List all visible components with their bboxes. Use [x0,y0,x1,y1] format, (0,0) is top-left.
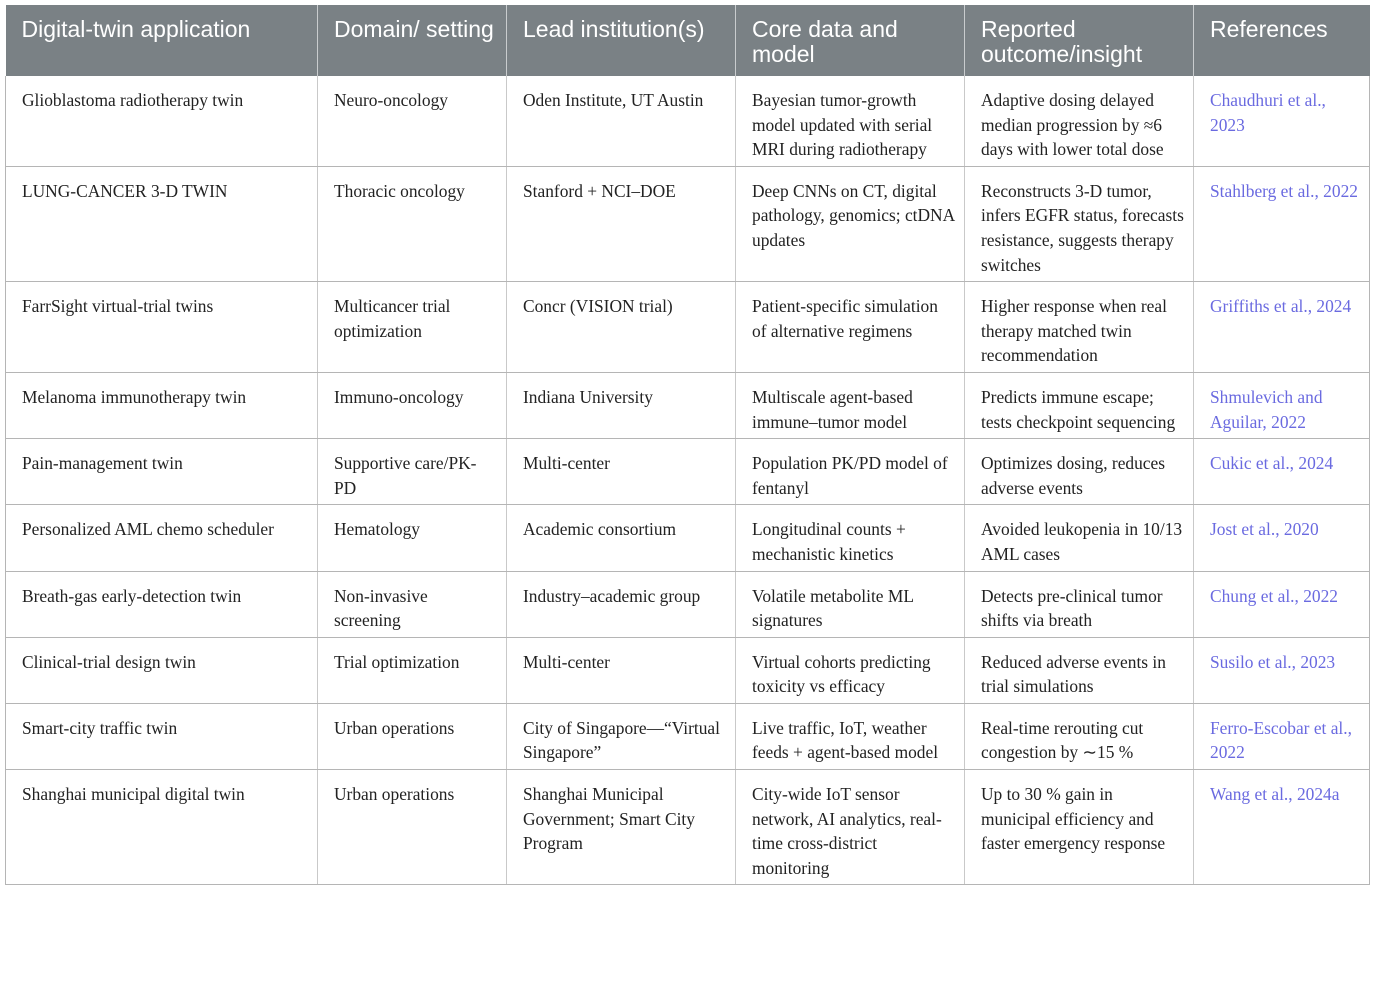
cell-domain: Non-invasive screening [318,571,507,637]
reference-link[interactable]: Griffiths et al., 2024 [1194,282,1370,373]
cell-core-data: Bayesian tumor-growth model updated with serial MRI during radiotherapy [736,76,965,166]
reference-link[interactable]: Shmulevich and Aguilar, 2022 [1194,372,1370,438]
cell-outcome: Detects pre-clinical tumor shifts via breath [965,571,1194,637]
reference-link[interactable]: Chung et al., 2022 [1194,571,1370,637]
cell-institution: City of Singapore—“Virtual Singapore” [507,703,736,769]
table-row [6,637,1370,703]
digital-twin-table [5,5,1370,885]
cell-outcome: Up to 30 % gain in municipal efficiency and faster emergency response [965,770,1194,885]
cell-application: Pain-management twin [6,439,318,505]
table-row [6,770,1370,885]
cell-institution: Indiana University [507,372,736,438]
cell-application: Smart-city traffic twin [6,703,318,769]
header-outcome: Reported outcome/insight [965,5,1194,76]
cell-domain: Urban operations [318,703,507,769]
header-core-data: Core data and model [736,5,965,76]
cell-core-data: City-wide IoT sensor network, AI analytics, real-time cross-district monitoring [736,770,965,885]
digital-twin-table-container [5,5,1369,885]
cell-core-data: Population PK/PD model of fentanyl [736,439,965,505]
cell-core-data: Live traffic, IoT, weather feeds + agent-based model [736,703,965,769]
cell-domain: Multicancer trial optimization [318,282,507,373]
cell-outcome: Optimizes dosing, reduces adverse events [965,439,1194,505]
cell-institution: Academic consortium [507,505,736,571]
table-row [6,372,1370,438]
cell-application: Melanoma immunotherapy twin [6,372,318,438]
cell-domain: Hematology [318,505,507,571]
cell-application: LUNG-CANCER 3-D TWIN [6,166,318,281]
reference-link[interactable]: Ferro-Escobar et al., 2022 [1194,703,1370,769]
table-row [6,703,1370,769]
cell-core-data: Patient-specific simulation of alternative regimens [736,282,965,373]
cell-core-data: Virtual cohorts predicting toxicity vs efficacy [736,637,965,703]
cell-outcome: Reconstructs 3-D tumor, infers EGFR status, forecasts resistance, suggests therapy switches [965,166,1194,281]
table-header [6,5,1370,76]
cell-application: Clinical-trial design twin [6,637,318,703]
cell-core-data: Volatile metabolite ML signatures [736,571,965,637]
cell-institution: Industry–academic group [507,571,736,637]
reference-link[interactable]: Chaudhuri et al., 2023 [1194,76,1370,166]
cell-outcome: Predicts immune escape; tests checkpoint sequencing [965,372,1194,438]
cell-domain: Trial optimization [318,637,507,703]
cell-outcome: Real-time rerouting cut congestion by ∼15 % [965,703,1194,769]
cell-outcome: Higher response when real therapy matched twin recommendation [965,282,1194,373]
cell-domain: Urban operations [318,770,507,885]
cell-outcome: Adaptive dosing delayed median progression by ≈6 days with lower total dose [965,76,1194,166]
cell-core-data: Multiscale agent-based immune–tumor model [736,372,965,438]
cell-application: Shanghai municipal digital twin [6,770,318,885]
reference-link[interactable]: Cukic et al., 2024 [1194,439,1370,505]
cell-outcome: Avoided leukopenia in 10/13 AML cases [965,505,1194,571]
reference-link[interactable]: Stahlberg et al., 2022 [1194,166,1370,281]
cell-application: Personalized AML chemo scheduler [6,505,318,571]
cell-domain: Thoracic oncology [318,166,507,281]
reference-link[interactable]: Susilo et al., 2023 [1194,637,1370,703]
table-row [6,439,1370,505]
cell-core-data: Longitudinal counts + mechanistic kinetics [736,505,965,571]
table-row [6,166,1370,281]
table-row [6,76,1370,166]
header-row [6,5,1370,76]
cell-application: Breath-gas early-detection twin [6,571,318,637]
reference-link[interactable]: Wang et al., 2024a [1194,770,1370,885]
header-institution: Lead institution(s) [507,5,736,76]
cell-domain: Neuro-oncology [318,76,507,166]
header-application: Digital-twin application [6,5,318,76]
cell-institution: Oden Institute, UT Austin [507,76,736,166]
cell-institution: Multi-center [507,439,736,505]
cell-core-data: Deep CNNs on CT, digital pathology, genomics; ctDNA updates [736,166,965,281]
cell-institution: Concr (VISION trial) [507,282,736,373]
cell-domain: Supportive care/PK-PD [318,439,507,505]
table-row [6,571,1370,637]
cell-institution: Shanghai Municipal Government; Smart City Program [507,770,736,885]
table-body [6,76,1370,885]
cell-institution: Multi-center [507,637,736,703]
cell-application: FarrSight virtual-trial twins [6,282,318,373]
cell-domain: Immuno-oncology [318,372,507,438]
cell-application: Glioblastoma radiotherapy twin [6,76,318,166]
reference-link[interactable]: Jost et al., 2020 [1194,505,1370,571]
cell-outcome: Reduced adverse events in trial simulations [965,637,1194,703]
header-references: References [1194,5,1370,76]
table-row [6,282,1370,373]
table-row [6,505,1370,571]
cell-institution: Stanford + NCI–DOE [507,166,736,281]
header-domain: Domain/ setting [318,5,507,76]
